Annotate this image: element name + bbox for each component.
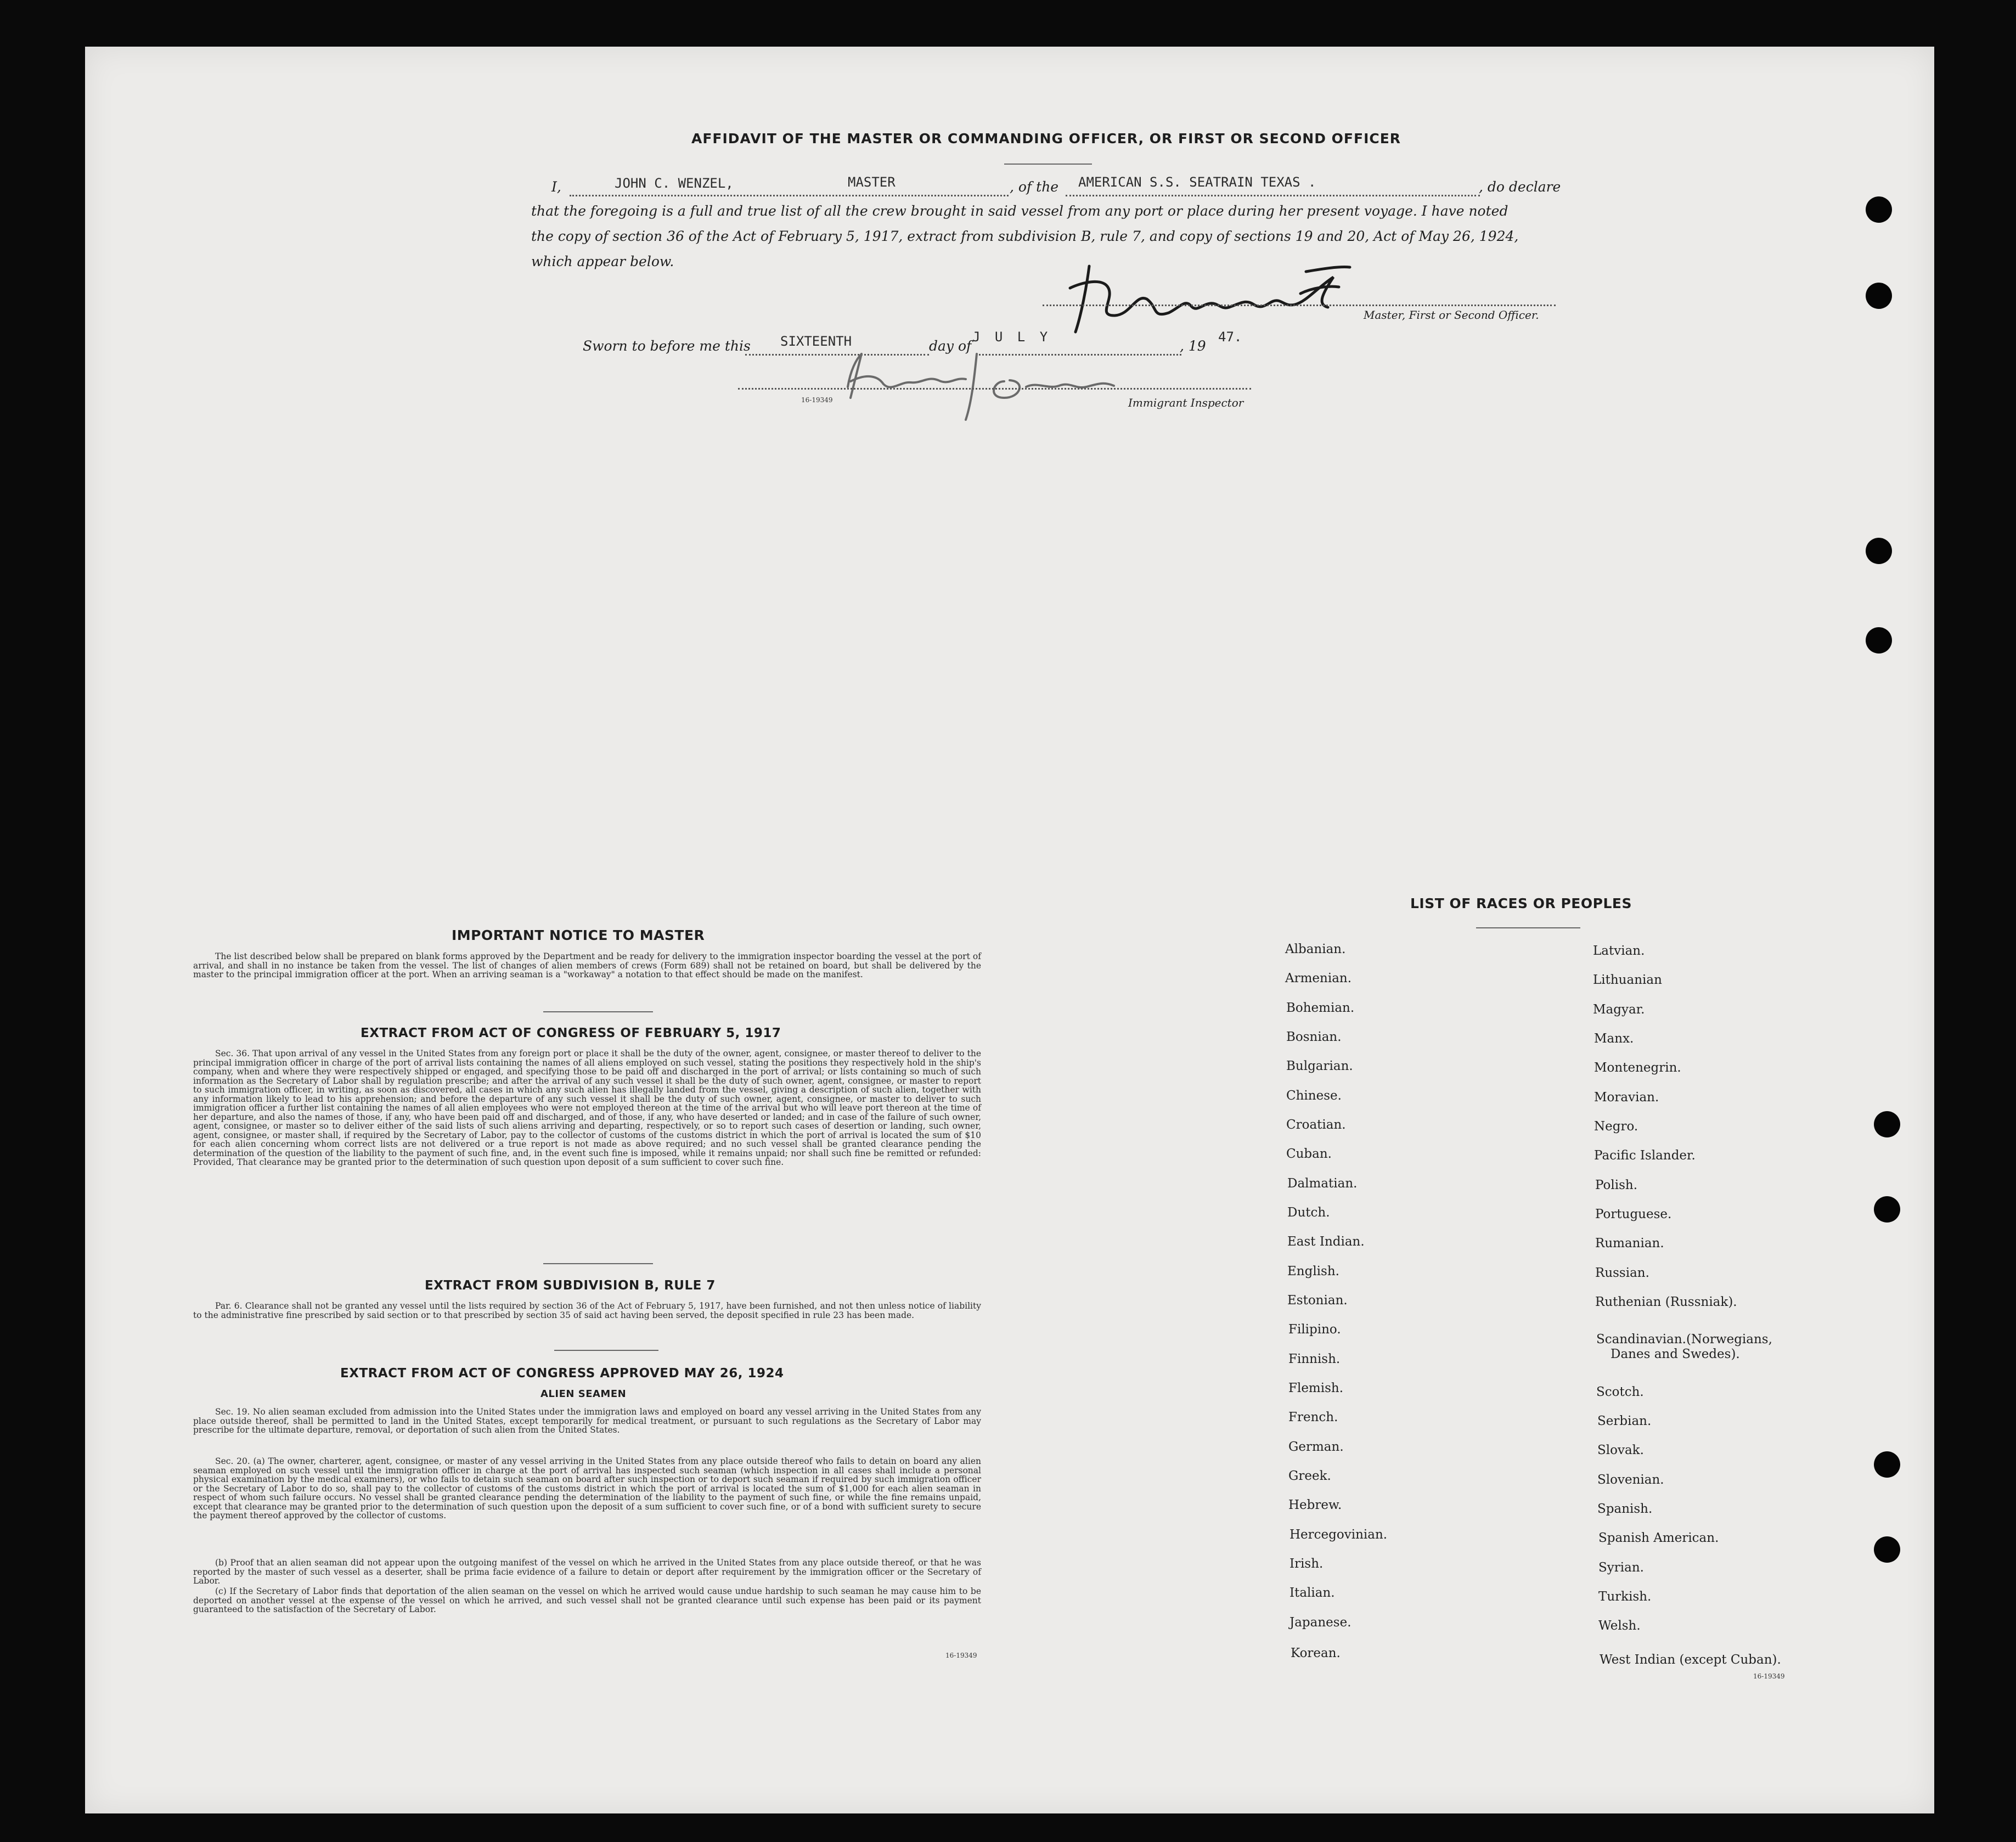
do-declare-label: , do declare — [1479, 179, 1561, 195]
race-item: Irish. — [1289, 1557, 1324, 1571]
sworn-month: J U L Y — [972, 329, 1051, 345]
race-item: Hebrew. — [1288, 1498, 1342, 1512]
punch-hole — [1874, 1196, 1900, 1223]
inspector-signature-line — [738, 388, 1251, 390]
race-item: Estonian. — [1287, 1293, 1348, 1308]
race-item: Scotch. — [1596, 1385, 1644, 1399]
divider — [543, 1011, 653, 1012]
punch-hole — [1874, 1451, 1900, 1478]
race-item: French. — [1288, 1410, 1338, 1424]
race-item: Bosnian. — [1286, 1030, 1342, 1044]
race-item: Italian. — [1289, 1586, 1335, 1600]
punch-hole — [1866, 538, 1892, 564]
races-title: LIST OF RACES OR PEOPLES — [1410, 895, 1632, 911]
race-item: Manx. — [1594, 1032, 1634, 1046]
race-item: Armenian. — [1285, 971, 1352, 985]
name-field-line — [570, 195, 1009, 196]
extract-1917-title: EXTRACT FROM ACT OF CONGRESS OF FEBRUARY 5, 1917 — [361, 1026, 781, 1040]
punch-hole — [1866, 627, 1892, 654]
year-suffix: 47. — [1218, 329, 1242, 345]
vessel-field-line — [1066, 195, 1480, 196]
day-of-label: day of — [929, 338, 972, 354]
of-the-label: , of the — [1010, 179, 1059, 195]
declaration-line-3: the copy of section 36 of the Act of February 5, 1917, extract from subdivision B, rule 7, and copy of sections 19 and 20, Act of May 26, 1924, — [531, 228, 1519, 244]
divider — [1004, 164, 1092, 165]
race-item: Dalmatian. — [1287, 1176, 1358, 1191]
race-item: Slovak. — [1597, 1443, 1644, 1457]
race-item: Chinese. — [1286, 1089, 1342, 1103]
race-item: Korean. — [1291, 1646, 1341, 1660]
extract-1917-text: Sec. 36. That upon arrival of any vessel in the United States from any foreign port or place it shall be the duty of the owner, agent, consignee, or master thereof to deliver to the principal immigration officer in charge of the port of arrival lists containing the names of all aliens employed on such vessel, stating the positions they respectively hold in the ship's company, when and where they were respectively shipped or engaged, and specifying those to be paid off and discharged in the port of arrival; or lists containing so much of such information as the Secretary of Labor shall by regulation prescribe; and after the arrival of any such vessel it shall be the duty of such owner, agent, consignee, or master to report to such immigration officer, in writing, as soon as discovered, all cases in which any such alien has illegally landed from the vessel, giving a description of such alien, together with any information likely to lead to his apprehension; and before the departure of any such vessel it shall be the duty of such owner, agent, consignee, or master to deliver to such immigration officer a further list containing the names of all alien employees who were not employed thereon at the time of the arrival but who will leave port thereon at the time of her departure, and also the names of those, if any, who have been paid off and discharged, and of those, if any, who have deserted or landed; and in case of the failure of such owner, agent, consignee, or master so to deliver either of the said lists of such aliens arriving and departing, respectively, or so to report such cases of desertion or landing, such owner, agent, consignee, or master shall, if required by the Secretary of Labor, pay to the collector of customs of the customs district in which the port of arrival is located the sum of $10 for each alien concerning whom correct lists are not delivered or a true report is not made as above required; and no such vessel shall be granted clearance pending the determination of the question of the liability to the payment of such fine, and, in the event such fine is imposed, while it remains unpaid; nor shall such fine be remitted or refunded: Provided, That clearance may be granted prior to the determination of such question upon deposit of a sum sufficient to cover such fine. — [193, 1049, 981, 1167]
sworn-prefix: Sworn to before me this — [583, 338, 751, 354]
extract-1924-sec20c: (c) If the Secretary of Labor finds that deportation of the alien seaman on the vessel on which he arrived would cause undue hardship to such seaman he may cause him to be deported on another vessel at the expense of the vessel on which he arrived, and such vessel shall not be granted clearance until such expense has been paid or its payment guaranteed to the satisfaction of the Secretary of Labor. — [193, 1586, 981, 1614]
punch-hole — [1874, 1111, 1900, 1137]
race-item: Greek. — [1288, 1469, 1331, 1483]
race-item: Croatian. — [1286, 1118, 1346, 1132]
race-item: Bulgarian. — [1286, 1059, 1353, 1073]
race-item: Portuguese. — [1595, 1207, 1672, 1221]
inspector-signature — [840, 343, 1169, 425]
race-item: Polish. — [1595, 1178, 1638, 1192]
race-item: Moravian. — [1594, 1090, 1659, 1105]
punch-hole — [1866, 196, 1892, 223]
affidavit-title: AFFIDAVIT OF THE MASTER OR COMMANDING OFFICER, OR FIRST OR SECOND OFFICER — [691, 131, 1401, 147]
race-item: Danes and Swedes). — [1610, 1347, 1740, 1361]
race-item: Albanian. — [1285, 942, 1346, 956]
form-code: 16-19349 — [801, 396, 833, 404]
race-item: Hercegovinian. — [1289, 1528, 1388, 1542]
race-item: Negro. — [1594, 1119, 1638, 1134]
race-item: Latvian. — [1593, 944, 1645, 958]
race-item: Spanish American. — [1598, 1531, 1719, 1545]
extract-1924-sec20a: Sec. 20. (a) The owner, charterer, agent, consignee, or master of any vessel arriving in the United States from any place outside thereof who fails to detain on board any alien seaman employed on such vessel until the immigration officer in charge at the port of arrival has inspected such seaman (which inspection in all cases shall include a personal physical examination by the medical examiners), or who fails to detain such seaman on board after such inspection or to deport such seaman if required by such immigration officer or the Secretary of Labor to do so, shall pay to the collector of customs of the customs district in which the port of arrival is located the sum of $1,000 for each alien seaman in respect of whom such failure occurs. No vessel shall be granted clearance pending the determination of the liability to the payment of such fine, or while the fine remains unpaid, except that clearance may be granted prior to the determination of such question upon the deposit of a sum sufficient to cover such fine, or of a bond with sufficient surety to secure the payment thereof approved by the collector of customs. — [193, 1456, 981, 1520]
race-item: West Indian (except Cuban). — [1600, 1653, 1781, 1667]
race-item: English. — [1287, 1264, 1339, 1278]
race-item: Serbian. — [1597, 1414, 1652, 1428]
master-name: JOHN C. WENZEL, — [615, 176, 734, 191]
race-item: Filipino. — [1288, 1322, 1341, 1337]
race-item: Welsh. — [1598, 1619, 1641, 1633]
race-item: Dutch. — [1287, 1206, 1330, 1220]
divider — [554, 1350, 658, 1351]
officer-signature-line — [1043, 305, 1556, 306]
race-item: Montenegrin. — [1594, 1061, 1681, 1075]
extract-rule7-text: Par. 6. Clearance shall not be granted any vessel until the lists required by section 36 of the Act of February 5, 1917, have been furnished, and not then unless notice of liability to the administrative fine prescribed by said section or to that prescribed by section 35 of said act having been served, the deposit specified in rule 23 has been made. — [193, 1301, 981, 1320]
sworn-day: SIXTEENTH — [780, 334, 852, 349]
extract-1924-sec19: Sec. 19. No alien seaman excluded from admission into the United States under the immigration laws and employed on board any vessel arriving in the United States from any place outside thereof, shall be permitted to land in the United States, except temporarily for medical treatment, or pursuant to such regulations as the Secretary of Labor may prescribe for the ultimate departure, removal, or deportation of such alien from the United States. — [193, 1407, 981, 1435]
race-item: East Indian. — [1287, 1235, 1365, 1249]
extract-1924-sec20b: (b) Proof that an alien seaman did not appear upon the outgoing manifest of the vessel on which he arrived in the United States from any place outside thereof, or that he was reported by the master of such vessel as a deserter, shall be prima facie evidence of a failure to detain or deport after requirement by the immigration officer or the Secretary of Labor. — [193, 1558, 981, 1586]
race-item: Russian. — [1595, 1266, 1649, 1280]
race-item: Rumanian. — [1595, 1236, 1664, 1250]
punch-hole — [1866, 283, 1892, 309]
race-item: Slovenian. — [1597, 1473, 1664, 1487]
race-item: Flemish. — [1288, 1381, 1344, 1395]
race-item: Turkish. — [1598, 1590, 1652, 1604]
document-page — [85, 47, 1934, 1813]
race-item: Pacific Islander. — [1594, 1148, 1696, 1163]
declaration-line-2: that the foregoing is a full and true list of all the crew brought in said vessel from any port or place during her present voyage. I have noted — [531, 203, 1508, 219]
race-item: Finnish. — [1288, 1352, 1341, 1366]
race-item: German. — [1288, 1440, 1344, 1454]
officer-caption: Master, First or Second Officer. — [1364, 308, 1539, 322]
affidavit-prefix: I, — [551, 179, 561, 195]
declaration-line-4: which appear below. — [531, 254, 674, 269]
alien-seamen-subtitle: ALIEN SEAMEN — [540, 1388, 627, 1400]
extract-1924-title: EXTRACT FROM ACT OF CONGRESS APPROVED MAY 26, 1924 — [340, 1366, 784, 1381]
year-prefix: , 19 — [1180, 338, 1206, 354]
form-code: 16-19349 — [1753, 1672, 1785, 1680]
divider — [1476, 927, 1580, 928]
master-rank: MASTER — [848, 174, 896, 190]
vessel-name: AMERICAN S.S. SEATRAIN TEXAS . — [1078, 174, 1316, 190]
race-item: Lithuanian — [1593, 973, 1662, 987]
race-item: Cuban. — [1286, 1147, 1332, 1161]
form-code: 16-19349 — [945, 1652, 977, 1659]
inspector-caption: Immigrant Inspector — [1128, 396, 1244, 409]
race-item: Japanese. — [1289, 1615, 1351, 1630]
race-item: Bohemian. — [1286, 1001, 1355, 1015]
notice-text: The list described below shall be prepared on blank forms approved by the Department and be ready for delivery to the immigration inspector boarding the vessel at the port of arrival, and shall in no instance be taken from the vessel. The list of changes of alien members of crews (Form 689) shall not be retained on board, but shall be delivered by the master to the principal immigration officer at the port. When an arriving seaman is a "workaway" a notation to that effect should be made on the manifest. — [193, 951, 981, 979]
race-item: Magyar. — [1593, 1002, 1645, 1017]
notice-title: IMPORTANT NOTICE TO MASTER — [452, 927, 705, 943]
punch-hole — [1874, 1536, 1900, 1563]
race-item: Spanish. — [1597, 1502, 1653, 1516]
extract-rule7-title: EXTRACT FROM SUBDIVISION B, RULE 7 — [425, 1278, 716, 1293]
race-item: Syrian. — [1598, 1561, 1644, 1575]
divider — [543, 1263, 653, 1264]
race-item: Ruthenian (Russniak). — [1595, 1295, 1737, 1309]
race-item: Scandinavian.(Norwegians, — [1596, 1332, 1772, 1347]
